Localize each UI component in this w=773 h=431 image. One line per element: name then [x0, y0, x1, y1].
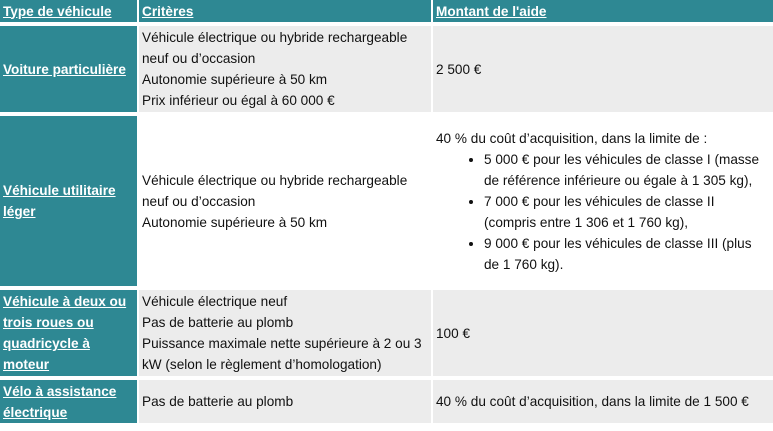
header-type[interactable]: Type de véhicule — [0, 0, 139, 22]
criteria-line: Puissance maximale nette supérieure à 2 ou 3 kW (selon le règlement d’homologation) — [142, 336, 422, 372]
amount-text: 40 % du coût d’acquisition, dans la limite de 1 500 € — [436, 394, 749, 409]
amount-text: 100 € — [436, 325, 471, 341]
criteria-line: Autonomie supérieure à 50 km — [142, 214, 328, 230]
header-criteria[interactable]: Critères — [139, 0, 433, 22]
header-row — [0, 0, 773, 22]
amount-cell — [433, 22, 773, 112]
table-row — [0, 112, 773, 286]
vehicle-type-link[interactable]: Véhicule à deux ou trois roues ou quadricycle à moteur — [0, 286, 139, 376]
table-row — [0, 286, 773, 376]
vehicle-type-link[interactable]: Véhicule utilitaire léger — [0, 112, 139, 286]
amount-text: 40 % du coût d’acquisition, dans la limite de : — [436, 130, 708, 146]
amount-cell — [433, 112, 773, 286]
amount-text: 2 500 € — [436, 61, 482, 77]
criteria-cell — [139, 112, 433, 286]
criteria-line: Véhicule électrique ou hybride rechargeable neuf ou d’occasion — [142, 172, 408, 209]
criteria-cell — [139, 286, 433, 376]
criteria-line: Prix inférieur ou égal à 60 000 € — [142, 93, 335, 108]
table-row — [0, 22, 773, 112]
list-item: • 5 000 € pour les véhicules de classe I (masse de référence inférieure ou égale à 1 305 kg), — [484, 149, 770, 191]
list-item: • 9 000 € pour les véhicules de classe III (plus de 1 760 kg). — [484, 233, 770, 275]
criteria-line: Pas de batterie au plomb — [142, 315, 294, 330]
table-row — [0, 376, 773, 423]
amount-cell — [433, 376, 773, 423]
amount-cell — [433, 286, 773, 376]
criteria-line: Pas de batterie au plomb — [142, 394, 294, 409]
criteria-cell — [139, 22, 433, 112]
criteria-line: Autonomie supérieure à 50 km — [142, 72, 328, 87]
criteria-line: Véhicule électrique neuf — [142, 294, 288, 309]
amount-list — [436, 149, 770, 275]
header-amount[interactable]: Montant de l'aide — [433, 0, 773, 22]
list-item: • 7 000 € pour les véhicules de classe II (compris entre 1 306 et 1 760 kg), — [484, 191, 770, 233]
vehicle-type-link[interactable]: Vélo à assistance électrique — [0, 376, 139, 423]
criteria-line: Véhicule électrique ou hybride rechargeable neuf ou d’occasion — [142, 30, 408, 66]
criteria-cell — [139, 376, 433, 423]
vehicle-type-link[interactable]: Voiture particulière — [0, 22, 139, 112]
